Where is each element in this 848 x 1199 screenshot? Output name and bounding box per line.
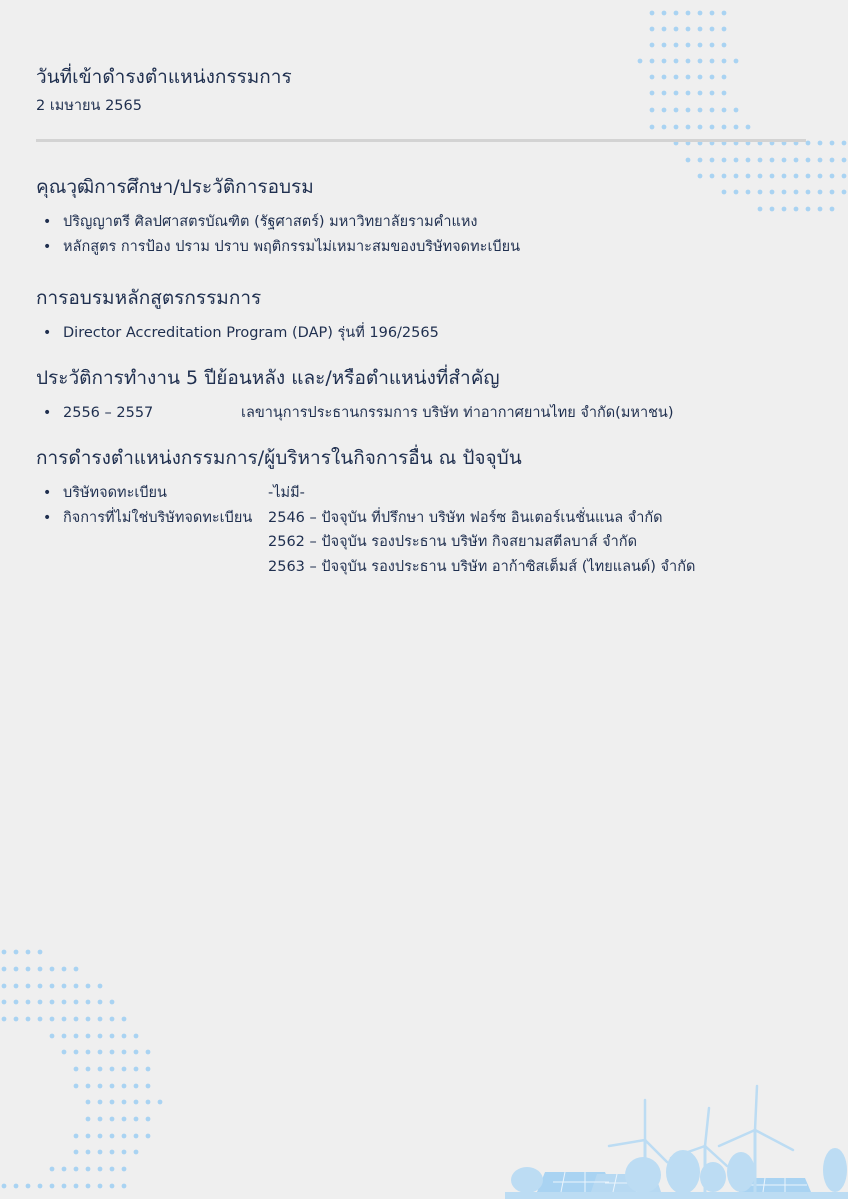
decor-dot — [830, 174, 835, 179]
decor-dot — [110, 1117, 115, 1122]
decor-dot — [122, 1150, 127, 1155]
decor-dot — [158, 1100, 163, 1105]
decor-dot — [110, 1034, 115, 1039]
decor-dot — [794, 158, 799, 163]
decor-dot — [110, 1167, 115, 1172]
decor-dot — [62, 1167, 67, 1172]
decor-dot — [2, 984, 7, 989]
decor-dot — [818, 158, 823, 163]
decor-dot — [722, 27, 727, 32]
decor-dot — [686, 158, 691, 163]
decor-dot — [698, 108, 703, 113]
decor-dot — [638, 59, 643, 64]
decor-dot — [710, 43, 715, 48]
decor-dot — [122, 1084, 127, 1089]
decor-dot — [134, 1067, 139, 1072]
decor-dot — [74, 1034, 79, 1039]
appointment-heading: วันที่เข้าดำรงตำแหน่งกรรมการ — [36, 66, 292, 88]
decor-dot — [782, 158, 787, 163]
decor-dot — [710, 59, 715, 64]
decor-dot — [650, 43, 655, 48]
decor-dot — [662, 108, 667, 113]
decor-dot — [686, 75, 691, 80]
decor-dot — [674, 75, 679, 80]
decor-dot — [86, 1134, 91, 1139]
decor-dot — [26, 1000, 31, 1005]
decor-dot — [74, 1067, 79, 1072]
decor-dot — [746, 158, 751, 163]
decor-dot — [26, 950, 31, 955]
decor-dot — [650, 11, 655, 16]
decor-dot — [134, 1134, 139, 1139]
decor-dot — [98, 984, 103, 989]
decor-dot — [686, 11, 691, 16]
wind-farm-illustration — [505, 1080, 848, 1199]
current-positions-heading: การดำรงตำแหน่งกรรมการ/ผู้บริหารในกิจการอื่น ณ ปัจจุบัน — [36, 447, 522, 469]
decor-dot — [74, 1167, 79, 1172]
decor-dot — [146, 1067, 151, 1072]
decor-dot — [122, 1184, 127, 1189]
decor-dot — [686, 43, 691, 48]
list-item: • ปริญญาตรี ศิลปศาสตรบัณฑิต (รัฐศาสตร์) มหาวิทยาลัยรามคำแหง — [36, 210, 816, 235]
decor-dot — [110, 1067, 115, 1072]
decor-dot — [146, 1050, 151, 1055]
decor-dot — [698, 91, 703, 96]
work-period: • 2556 – 2557 — [63, 405, 154, 421]
decor-dot — [686, 27, 691, 32]
decor-dot — [110, 1084, 115, 1089]
decor-dot — [26, 1184, 31, 1189]
decor-dot — [830, 207, 835, 212]
decor-dot — [110, 1184, 115, 1189]
decor-dot — [86, 1017, 91, 1022]
director-training-heading: การอบรมหลักสูตรกรรมการ — [36, 287, 262, 309]
decor-dot — [14, 950, 19, 955]
decor-dot — [830, 190, 835, 195]
work-history-list — [36, 401, 816, 426]
decor-dot — [818, 207, 823, 212]
appointment-date: 2 เมษายน 2565 — [36, 98, 142, 114]
decor-dot — [686, 125, 691, 130]
decor-dot — [734, 108, 739, 113]
decor-dot — [122, 1050, 127, 1055]
decor-dot — [86, 1167, 91, 1172]
decor-dot — [2, 967, 7, 972]
decor-dot — [86, 1184, 91, 1189]
decor-dot — [674, 27, 679, 32]
decor-dot — [686, 91, 691, 96]
decor-dot — [38, 1017, 43, 1022]
decor-dot — [50, 1000, 55, 1005]
decor-dot — [134, 1034, 139, 1039]
decor-dot — [14, 1017, 19, 1022]
decor-dot — [686, 59, 691, 64]
list-item: • หลักสูตร การป้อง ปราม ปราบ พฤติกรรมไม่เหมาะสมของบริษัทจดทะเบียน — [36, 235, 816, 260]
decor-dot — [734, 158, 739, 163]
decor-dot — [74, 1184, 79, 1189]
decor-dot — [674, 59, 679, 64]
list-item — [36, 506, 816, 580]
decor-dot — [842, 174, 847, 179]
dot-pattern-bottom-left — [0, 940, 200, 1199]
decor-dot — [734, 59, 739, 64]
decor-dot — [74, 984, 79, 989]
decor-dot — [722, 108, 727, 113]
decor-dot — [98, 1150, 103, 1155]
decor-dot — [746, 125, 751, 130]
decor-dot — [98, 1034, 103, 1039]
decor-dot — [722, 43, 727, 48]
decor-dot — [62, 967, 67, 972]
decor-dot — [662, 125, 667, 130]
decor-dot — [74, 1017, 79, 1022]
decor-dot — [146, 1117, 151, 1122]
education-list — [36, 210, 816, 259]
list-item: • Director Accreditation Program (DAP) รุ่นที่ 196/2565 — [36, 321, 816, 346]
decor-dot — [674, 125, 679, 130]
decor-dot — [770, 158, 775, 163]
decor-dot — [98, 1167, 103, 1172]
decor-dot — [62, 1034, 67, 1039]
decor-dot — [698, 125, 703, 130]
listed-company-label: • บริษัทจดทะเบียน — [63, 485, 167, 501]
decor-dot — [146, 1134, 151, 1139]
decor-dot — [122, 1100, 127, 1105]
decor-dot — [50, 1034, 55, 1039]
decor-dot — [38, 984, 43, 989]
decor-dot — [26, 984, 31, 989]
decor-dot — [146, 1100, 151, 1105]
decor-dot — [14, 1184, 19, 1189]
decor-dot — [758, 158, 763, 163]
decor-dot — [122, 1134, 127, 1139]
divider — [36, 139, 806, 142]
decor-dot — [98, 1050, 103, 1055]
non-listed-company-label: • กิจการที่ไม่ใช่บริษัทจดทะเบียน — [63, 509, 253, 526]
decor-dot — [134, 1084, 139, 1089]
decor-dot — [818, 174, 823, 179]
decor-dot — [38, 1184, 43, 1189]
decor-dot — [86, 1084, 91, 1089]
decor-dot — [134, 1050, 139, 1055]
decor-dot — [74, 1050, 79, 1055]
decor-dot — [38, 1000, 43, 1005]
decor-dot — [698, 59, 703, 64]
decor-dot — [698, 75, 703, 80]
decor-dot — [98, 1017, 103, 1022]
work-history-heading: ประวัติการทำงาน 5 ปีย้อนหลัง และ/หรือตำแหน่งที่สำคัญ — [36, 367, 500, 389]
list-item — [36, 481, 816, 506]
decor-dot — [98, 1134, 103, 1139]
decor-dot — [86, 1117, 91, 1122]
decor-dot — [2, 950, 7, 955]
tree-icon — [511, 1148, 847, 1194]
decor-dot — [62, 1184, 67, 1189]
decor-dot — [146, 1084, 151, 1089]
decor-dot — [830, 158, 835, 163]
decor-dot — [698, 27, 703, 32]
decor-dot — [698, 158, 703, 163]
decor-dot — [2, 1000, 7, 1005]
decor-dot — [650, 59, 655, 64]
decor-dot — [62, 1000, 67, 1005]
decor-dot — [62, 1050, 67, 1055]
decor-dot — [134, 1100, 139, 1105]
decor-dot — [110, 1150, 115, 1155]
decor-dot — [650, 108, 655, 113]
listed-company-value: -ไม่มี- — [268, 485, 305, 501]
decor-dot — [722, 59, 727, 64]
decor-dot — [722, 158, 727, 163]
decor-dot — [110, 1050, 115, 1055]
director-training-section — [36, 283, 816, 346]
decor-dot — [650, 27, 655, 32]
decor-dot — [50, 1184, 55, 1189]
decor-dot — [710, 27, 715, 32]
position-line: 2562 – ปัจจุบัน รองประธาน บริษัท กิจสยามสตีลบาส์ จำกัด — [268, 534, 637, 550]
decor-dot — [98, 1084, 103, 1089]
position-line: 2563 – ปัจจุบัน รองประธาน บริษัท อาก้าซิสเต็มส์ (ไทยแลนด์) จำกัด — [268, 558, 696, 575]
decor-dot — [74, 1084, 79, 1089]
decor-dot — [674, 43, 679, 48]
decor-dot — [98, 1000, 103, 1005]
director-training-list — [36, 321, 816, 346]
decor-dot — [50, 1017, 55, 1022]
decor-dot — [14, 1000, 19, 1005]
decor-dot — [698, 11, 703, 16]
decor-dot — [710, 108, 715, 113]
decor-dot — [662, 75, 667, 80]
decor-dot — [86, 984, 91, 989]
decor-dot — [734, 125, 739, 130]
work-position: เลขานุการประธานกรรมการ บริษัท ท่าอากาศยานไทย จำกัด(มหาชน) — [241, 405, 674, 421]
decor-dot — [722, 11, 727, 16]
decor-dot — [2, 1017, 7, 1022]
decor-dot — [122, 1034, 127, 1039]
decor-dot — [662, 43, 667, 48]
decor-dot — [62, 1017, 67, 1022]
decor-dot — [686, 108, 691, 113]
current-positions-section — [36, 443, 816, 579]
decor-dot — [122, 1167, 127, 1172]
decor-dot — [122, 1117, 127, 1122]
position-line: 2546 – ปัจจุบัน ที่ปรึกษา บริษัท ฟอร์ซ อินเตอร์เนชั่นแนล จำกัด — [268, 509, 663, 526]
decor-dot — [842, 158, 847, 163]
decor-dot — [650, 91, 655, 96]
decor-dot — [98, 1067, 103, 1072]
decor-dot — [662, 91, 667, 96]
decor-dot — [818, 190, 823, 195]
decor-dot — [74, 967, 79, 972]
decor-dot — [110, 1000, 115, 1005]
decor-dot — [650, 75, 655, 80]
list-item — [36, 401, 816, 426]
decor-dot — [2, 1184, 7, 1189]
non-listed-company-values — [268, 506, 695, 580]
decor-dot — [14, 984, 19, 989]
decor-dot — [62, 984, 67, 989]
decor-dot — [86, 1034, 91, 1039]
decor-dot — [710, 75, 715, 80]
decor-dot — [710, 125, 715, 130]
decor-dot — [662, 11, 667, 16]
decor-dot — [86, 1150, 91, 1155]
decor-dot — [86, 1067, 91, 1072]
decor-dot — [134, 1117, 139, 1122]
decor-dot — [818, 141, 823, 146]
decor-dot — [110, 1017, 115, 1022]
decor-dot — [698, 43, 703, 48]
education-section — [36, 172, 816, 259]
decor-dot — [122, 1067, 127, 1072]
decor-dot — [14, 967, 19, 972]
decor-dot — [722, 75, 727, 80]
decor-dot — [26, 967, 31, 972]
education-heading: คุณวุฒิการศึกษา/ประวัติการอบรม — [36, 176, 314, 198]
decor-dot — [74, 1000, 79, 1005]
decor-dot — [842, 190, 847, 195]
work-history-section — [36, 363, 816, 426]
decor-dot — [710, 11, 715, 16]
decor-dot — [806, 158, 811, 163]
decor-dot — [122, 1017, 127, 1022]
decor-dot — [722, 91, 727, 96]
decor-dot — [50, 984, 55, 989]
decor-dot — [806, 141, 811, 146]
wind-turbine-icon — [609, 1086, 793, 1192]
decor-dot — [26, 1017, 31, 1022]
decor-dot — [134, 1150, 139, 1155]
decor-dot — [674, 11, 679, 16]
decor-dot — [830, 141, 835, 146]
decor-dot — [74, 1134, 79, 1139]
decor-dot — [674, 91, 679, 96]
decor-dot — [650, 125, 655, 130]
decor-dot — [674, 108, 679, 113]
decor-dot — [110, 1134, 115, 1139]
decor-dot — [38, 967, 43, 972]
decor-dot — [710, 158, 715, 163]
decor-dot — [50, 967, 55, 972]
decor-dot — [50, 1167, 55, 1172]
decor-dot — [98, 1117, 103, 1122]
solar-panel-icon — [537, 1172, 811, 1192]
decor-dot — [38, 950, 43, 955]
decor-dot — [86, 1050, 91, 1055]
decor-dot — [662, 59, 667, 64]
decor-dot — [842, 141, 847, 146]
decor-dot — [98, 1100, 103, 1105]
decor-dot — [710, 91, 715, 96]
decor-dot — [86, 1100, 91, 1105]
decor-dot — [662, 27, 667, 32]
decor-dot — [98, 1184, 103, 1189]
current-positions-list — [36, 481, 816, 579]
decor-dot — [86, 1000, 91, 1005]
decor-dot — [110, 1100, 115, 1105]
decor-dot — [74, 1150, 79, 1155]
decor-dot — [722, 125, 727, 130]
